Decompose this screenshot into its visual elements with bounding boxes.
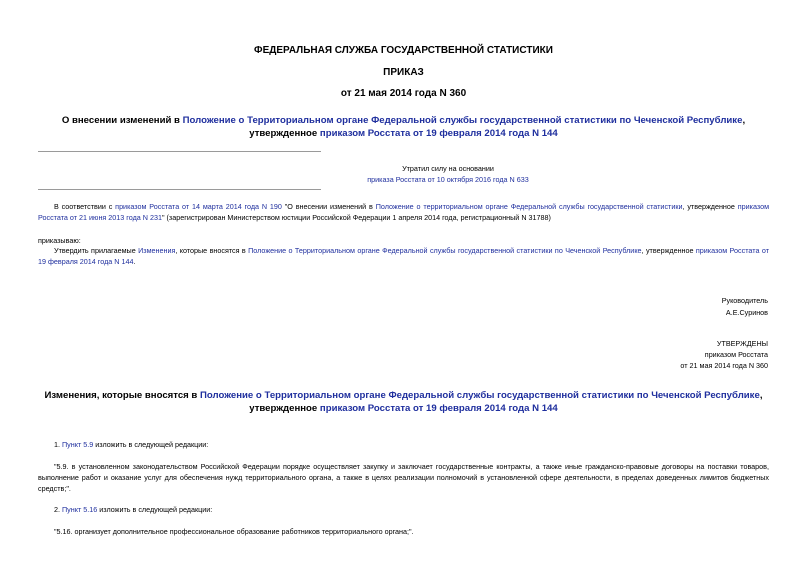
title-middle: , утвержденное: [249, 115, 746, 139]
approval-block: [468, 338, 768, 371]
resolution-mid2: , утвержденное: [641, 246, 696, 255]
title-link-order[interactable]: приказом Росстата от 19 февраля 2014 года N 144: [319, 128, 558, 139]
document-date: от 21 мая 2014 года N 360: [340, 88, 467, 99]
signature-position: Руководитель: [721, 296, 768, 305]
changes-title-link-order[interactable]: приказом Росстата от 19 февраля 2014 года N 144: [319, 403, 558, 414]
divider-top: [38, 151, 321, 152]
changes-title-link-regulation[interactable]: Положение о Территориальном органе Федеральной службы государственной статистики по Чеченской Республике: [200, 390, 760, 401]
change-item-2-text: "5.16. организует дополнительное профессиональное образование работников территориального органа;".: [54, 527, 414, 536]
change-item-1-link[interactable]: Пункт 5.9: [62, 440, 94, 449]
preamble-link-order-190[interactable]: приказом Росстата от 14 марта 2014 года N 190: [115, 202, 282, 211]
preamble-prefix: В соответствии с: [54, 202, 116, 211]
resolution-link-regulation[interactable]: Положение о Территориальном органе Федеральной службы государственной статистики по Чеченской Республике: [248, 246, 642, 255]
divider-bottom: [38, 189, 321, 190]
resolution-prefix: Утвердить прилагаемые: [54, 246, 139, 255]
document-title: [40, 114, 767, 140]
document-type: ПРИКАЗ: [383, 67, 424, 78]
preamble-mid: , утвержденное: [682, 202, 738, 211]
change-item-1-suffix: изложить в следующей редакции:: [93, 440, 209, 449]
title-prefix: О внесении изменений в: [61, 115, 183, 126]
resolution-paragraph: [38, 245, 769, 267]
approval-line-3: от 21 мая 2014 года N 360: [680, 361, 768, 370]
resolution-suffix: .: [133, 257, 136, 266]
change-item-1: [38, 439, 769, 450]
signature-name: А.Е.Суринов: [725, 308, 768, 317]
resolution-link-changes[interactable]: Изменения: [138, 246, 176, 255]
change-item-1-num: 1.: [54, 440, 62, 449]
resolution-mid1: , которые вносятся в: [175, 246, 249, 255]
lapsed-link[interactable]: приказа Росстата от 10 октября 2016 года N 633: [367, 175, 529, 184]
preamble-paragraph: [38, 201, 769, 223]
agency-name: ФЕДЕРАЛЬНАЯ СЛУЖБА ГОСУДАРСТВЕННОЙ СТАТИСТИКИ: [254, 45, 553, 56]
changes-title-prefix: Изменения, которые вносятся в: [44, 390, 200, 401]
change-item-2-suffix: изложить в следующей редакции:: [97, 505, 213, 514]
approval-line-1: УТВЕРЖДЕНЫ: [716, 339, 768, 348]
change-item-2-link[interactable]: Пункт 5.16: [62, 505, 98, 514]
signature-block: [468, 295, 768, 319]
resolution-link-order-144[interactable]: приказом Росстата от 19 февраля 2014 года N 144: [38, 246, 769, 266]
change-item-2-num: 2.: [54, 505, 62, 514]
preamble-suffix: " (зарегистрирован Министерством юстиции Российской Федерации 1 апреля 2014 года, регистрационный N 31788): [161, 213, 551, 222]
changes-title: [40, 389, 767, 415]
approval-line-2: приказом Росстата: [704, 350, 768, 359]
lapsed-text: Утратил силу на основании: [402, 164, 494, 173]
preamble-link-order-231[interactable]: приказом Росстата от 21 июня 2013 года N 231: [38, 202, 770, 222]
lapsed-note: [290, 163, 606, 185]
changes-title-mid: , утвержденное: [249, 390, 763, 414]
change-item-1-text: "5.9. в установленном законодательством Российской Федерации порядке осуществляет закупку и заключает государственные контракты, а также иные гражданско-правовые договоры на поставки товаров, выполнение работ и оказание услуг для обеспечения нужд территориального органа, а также в целях реализации полномочий в установленной сфере деятельности, в пределах доведенных лимитов бюджетных средств;".: [38, 462, 769, 493]
order-word: приказываю:: [38, 236, 81, 245]
change-item-2: [38, 504, 769, 515]
preamble-link-regulation[interactable]: Положение о территориальном органе Федеральной службы государственной статистики: [375, 202, 683, 211]
title-link-regulation[interactable]: Положение о Территориальном органе Федеральной службы государственной статистики по Чеченской Республике: [182, 115, 743, 126]
preamble-quote-start: "О внесении изменений в: [281, 202, 376, 211]
